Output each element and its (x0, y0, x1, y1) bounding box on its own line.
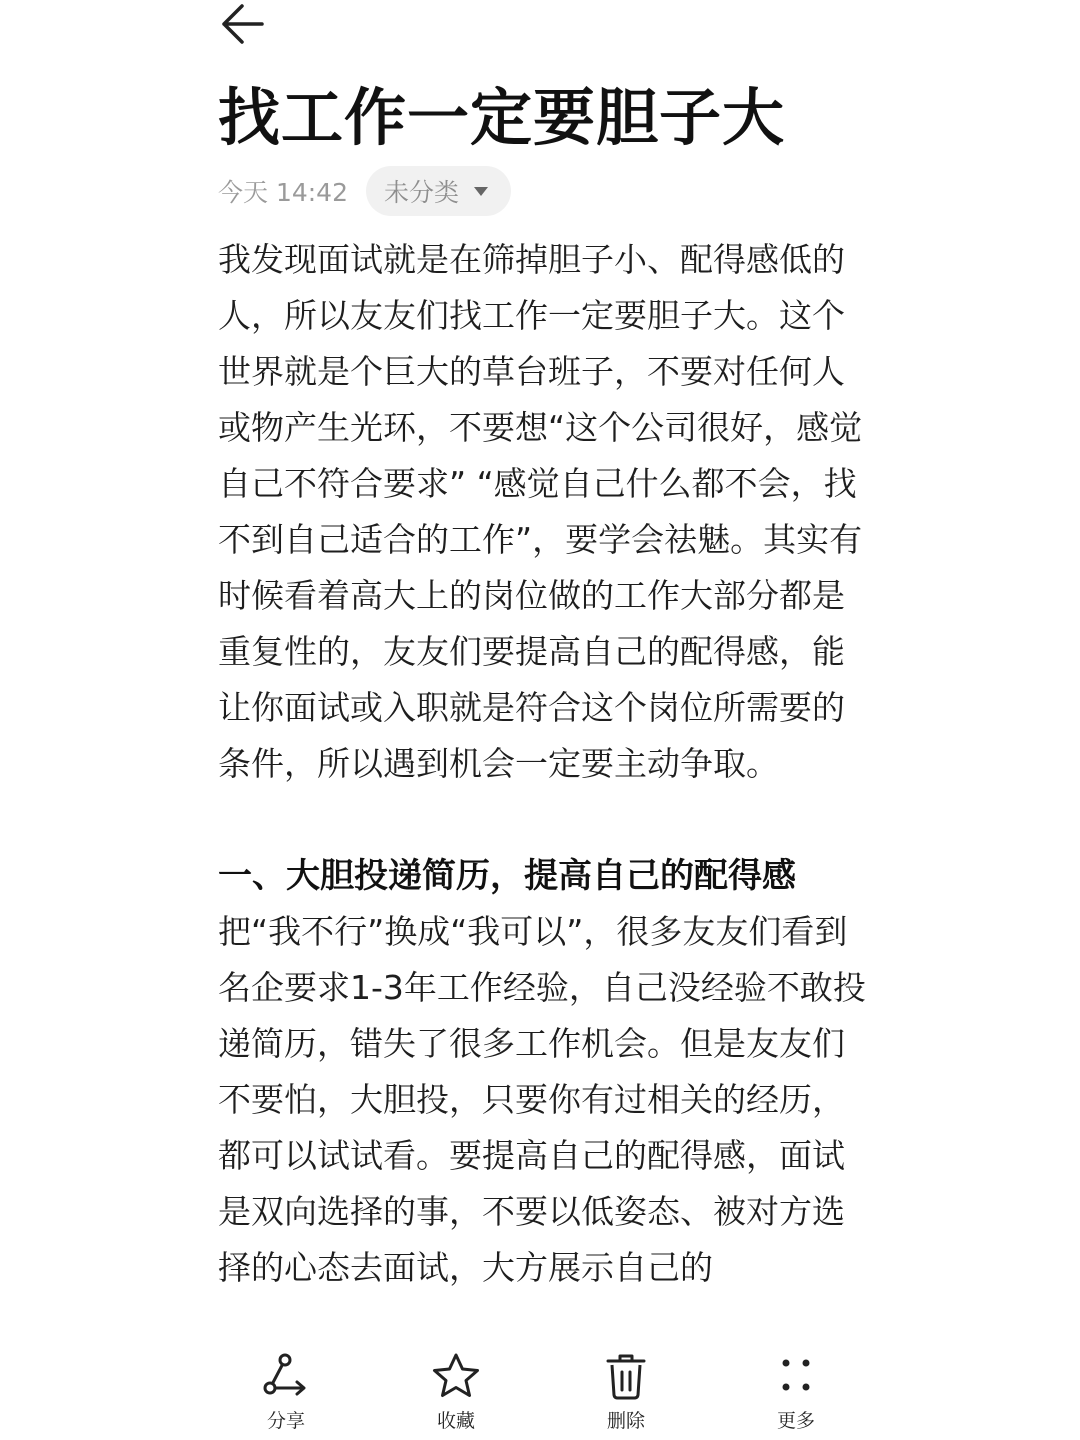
body-paragraph: 我发现面试就是在筛掉胆子小、配得感低的人，所以友友们找工作一定要胆子大。这个世界就是个巨大的草台班子，不要对任何人或物产生光环，不要想“这个公司很好，感觉自己不符合要求” “感觉自己什么都不会，找不到自己适合的工作”，要学会祛魅。其实有时候看着高大上的岗位做的工作大部分都是重复性的，友友们要提高自己的配得感，能让你面试或入职就是符合这个岗位所需要的条件，所以遇到机会一定要主动争取。 (218, 240, 863, 783)
back-arrow-icon (212, 0, 272, 48)
more-label: 更多 (776, 1410, 815, 1432)
note-meta (218, 166, 511, 216)
note-body[interactable] (218, 232, 866, 1338)
bottom-toolbar (0, 1340, 1080, 1440)
trash-icon (599, 1350, 653, 1404)
category-label: 未分类 (384, 178, 460, 207)
delete-label: 删除 (606, 1410, 645, 1432)
body-paragraph: 把“我不行”换成“我可以”，很多友友们看到名企要求1-3年工作经验，自己没经验不敢投递简历，错失了很多工作机会。但是友友们不要怕，大胆投，只要你有过相关的经历，都可以试试看。要提高自己的配得感，面试是双向选择的事，不要以低姿态、被对方选择的心态去面试，大方展示自己的 (218, 912, 866, 1287)
section-heading: 一、大胆投递简历，提高自己的配得感 (218, 856, 796, 896)
favorite-button[interactable] (396, 1350, 516, 1438)
share-label: 分享 (266, 1410, 305, 1432)
back-button[interactable] (212, 0, 272, 48)
category-selector[interactable] (366, 166, 511, 216)
share-icon (259, 1350, 313, 1404)
note-title: 找工作一定要胆子大 (218, 81, 786, 154)
share-button[interactable] (226, 1350, 346, 1438)
star-icon (429, 1350, 483, 1404)
caret-down-icon (473, 185, 489, 197)
paragraph-spacer (218, 792, 866, 848)
favorite-label: 收藏 (436, 1410, 475, 1432)
delete-button[interactable] (566, 1350, 686, 1438)
note-timestamp: 今天 14:42 (218, 178, 348, 207)
more-button[interactable] (736, 1350, 856, 1438)
more-dots-icon (769, 1350, 823, 1404)
